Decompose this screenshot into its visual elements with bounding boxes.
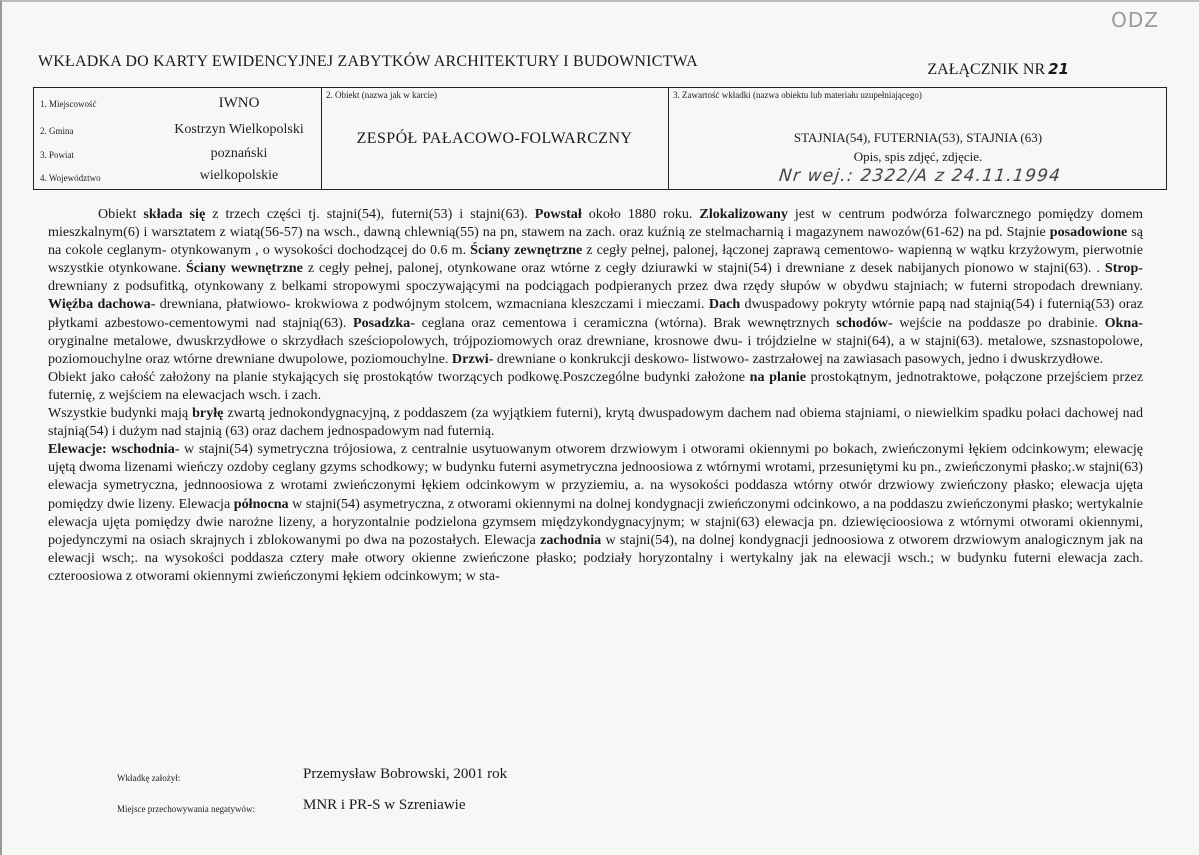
district-label: 3. Powiat [40, 150, 75, 160]
contents-line-2: Opis, spis zdjęć, zdjęcie. [853, 149, 983, 164]
bold-term: Okna- [1104, 314, 1143, 331]
annex-label [927, 60, 1069, 79]
paragraph-structure: Obiekt składa się z trzech części tj. stajni(54), futerni(53) i stajni(63). Powstał około 1880 roku. Zlokalizowany jest w centrum podwórza folwarcznego pomiędzy domem mieszkalnym(6) i warsztatem z wiatą(56-57) na wsch., dawną chlewnią(55) na pn, stawem na zach. oraz kuźnią ze stelmacharnią i magazynem nawozów(61-62) na pd. Stajnie posadowione są na cokole ceglanym- otynkowanym , o wysokości dochodzącej do 0.6 m. Ściany zewnętrzne z cegły pełnej, palonej, łączonej zaprawą cementowo- wapienną w wątku krzyżowym, pierwotnie wszystkie otynkowane. Ściany wewnętrzne z cegły pełnej, palonej, otynkowane oraz wtórne z cegły dziurawki w stajni(54) i drewniane z desek nabijanych pionowo w stajni(63). . Strop- drewniany z podsufitką, otynkowany z belkami stropowymi spoczywającymi na podciągach podpieranych przez dwa rzędy słupów w obydwu stajniach; w futerni stropodach drewniany. Więźba dachowa- drewniana, płatwiowo- krokwiowa z podwójnym stolcem, wzmacniana kleszczami i mieczami. Dach dwuspadowy pokryty wtórnie papą nad stajnią(54) i futernią(53) oraz płytkami azbestowo-cementowymi nad stajnią(63). Posadzka- ceglana oraz cementowa i ceramiczna (wtórna). Brak wewnętrznych schodów- wejście na poddasze po drabinie. Okna- oryginalne metalowe, dwuskrzydłowe o skrzydłach sześciopolowych, trójpoziomowych oraz drewniane, krosnowe dwu- i trójdzielne w stajni(64), a w stajni(63). metalowe, szsnastopolowe, poziomouchylne oraz wtórne drewniane dwupolowe, poziomouchylne. Drzwi- drewniane o konkrukcji deskowo- listwowo- zastrzałowej na zawiasach pasowych, jedno i dwuskrzydłowe. [48, 206, 1144, 367]
bold-term: Ściany zewnętrzne [470, 242, 583, 259]
voivodeship-label: 4. Województwo [40, 173, 101, 183]
bold-term: bryłę [192, 405, 224, 422]
bold-term: posadowione [1049, 224, 1128, 241]
bold-term: Posadzka- [353, 314, 415, 331]
header-table [33, 87, 1167, 190]
paragraph-form: Wszystkie budynki mają bryłę zwartą jednokondygnacyjną, z poddaszem (za wyjątkiem futerni), krytą dwuspadowym dachem nad obiema stajniami, o niewielkim spadku połaci dachowej nad stajnią(54) i dużym nad stajnią (63) oraz dachem jednospadowym nad futernią. [48, 405, 1144, 440]
commune-value: Kostrzyn Wielkopolski [174, 122, 304, 137]
bold-term: Więźba dachowa- [48, 296, 156, 313]
contents-column [668, 88, 1166, 189]
bold-term: Powstał [534, 206, 582, 222]
storage-value: MNR i PR-S w Szreniawie [303, 797, 466, 813]
bold-term: północna [233, 495, 289, 512]
annex-number: 21 [1048, 60, 1069, 78]
bold-term: na planie [749, 368, 806, 385]
bold-term: Drzwi- [451, 350, 494, 367]
author-label: Wkładkę założył: [117, 773, 181, 783]
object-name: ZESPÓŁ PAŁACOWO-FOLWARCZNY [356, 130, 633, 147]
object-column [321, 88, 668, 189]
bold-term: schodów- [836, 314, 893, 331]
bold-term: zachodnia [540, 531, 602, 548]
bold-term: Elewacje: wschodnia- [48, 441, 180, 458]
commune-label: 2. Gmina [40, 126, 74, 136]
bold-term: Dach [708, 296, 741, 313]
bold-term: Ściany wewnętrzne [185, 260, 303, 277]
locality-value: IWNO [218, 95, 260, 111]
contents-label: 3. Zawartość wkładki (nazwa obiektu lub materiału uzupełniającego) [673, 90, 922, 100]
bold-term: składa się [143, 206, 206, 222]
paragraph-elevations: Elewacje: wschodnia- w stajni(54) symetryczna trójosiowa, z centralnie usytuowanym otworem drzwiowym i otworami okiennymi po bokach, zwieńczonymi łękiem odcinkowym; elewację ujętą dwoma lizenami wieńczy ozdoby ceglany gzyms schodkowy; w budynku futerni asymetryczna jednoosiowa z wtórnymi wrotami, przesuniętymi ku pn., zwieńczonymi płasko;.w stajni(63) elewacja symetryczna, jednnoosiowa z wrotami zwieńczonymi łękiem odcinkowym w przyziemiu, a. na wysokości poddasza wtórny otwór drzwiowy zwieńczony płasko; elewacja ujęta pomiędzy dwie lizeny. Elewacja północna w stajni(54) asymetryczna, z otworami okiennymi na dolnej kondygnacji zwieńczonymi odcinkowo, a na poddaszu zwieńczonymi płasko; wertykalnie elewacja ujęta pomiędzy dwie narożne lizeny, a horyzontalnie podzielona gzymsem międzykondygnacyjnym; w stajni(63) elewacja pn. dziewięcioosiowa z wtórnymi otworami okiennymi, pojedynczymi na osiach skrajnych i zblokowanymi po dwa na pozostałych. Elewacja zachodnia w stajni(54), na dolnej kondygnacji jednoosiowa z otworem drzwiowym analogicznym jak na elewacji wsch;. na wysokości poddasza cztery małe otwory okienne zwieńczone płasko; podziały horyzontalny i wertykalny jak na elewacji wsch.; w budynku futerni elewacja zach. czteroosiowa z otworami okiennymi zwieńczonymi łękiem odcinkowym; w sta- [48, 441, 1144, 584]
document-title: WKŁADKA DO KARTY EWIDENCYJNEJ ZABYTKÓW ARCHITEKTURY I BUDOWNICTWA [38, 53, 698, 70]
bold-term: Zlokalizowany [699, 206, 788, 222]
locality-label: 1. Miejscowość [40, 99, 97, 109]
contents-line-1: STAJNIA(54), FUTERNIA(53), STAJNIA (63) [793, 130, 1043, 145]
annex-label-text: ZAŁĄCZNIK NR [927, 61, 1046, 78]
object-label: 2. Obiekt (nazwa jak w karcie) [326, 90, 437, 100]
district-value: poznański [210, 146, 268, 161]
paragraph-plan: Obiekt jako całość założony na planie stykających się prostokątów tworzących podkowę.Poszczególne budynki założone na planie prostokątnym, jednotraktowe, połączone przejściem przez futernię, z wejściem na elewacjach wsch. i zach. [48, 368, 1143, 403]
bold-term: Strop- [1104, 260, 1143, 277]
voivodeship-value: wielkopolskie [199, 168, 279, 183]
author-value: Przemysław Bobrowski, 2001 rok [303, 766, 508, 782]
description-body [48, 205, 1143, 585]
corner-mark: ODZ [1111, 8, 1159, 32]
handwritten-note: Nr wej.: 2322/A z 24.11.1994 [777, 166, 1063, 186]
location-column [34, 88, 321, 189]
storage-label: Miejsce przechowywania negatywów: [117, 804, 255, 814]
